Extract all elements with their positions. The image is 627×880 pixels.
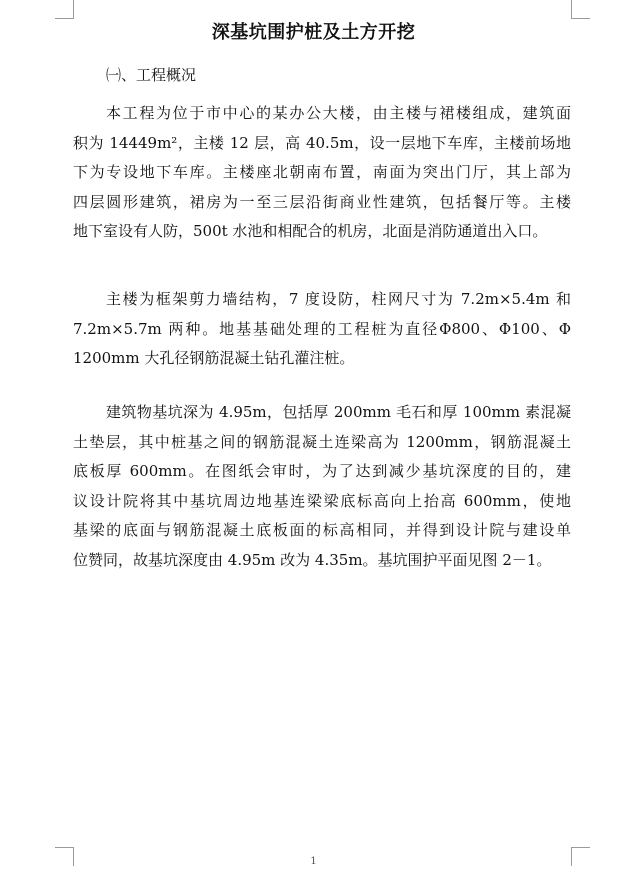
paragraph-line: 地下室设有人防，500t 水池和相配合的机房，北面是消防通道出入口。 <box>73 222 548 240</box>
paragraph-line: 土垫层，其中桩基之间的钢筋混凝土连梁高为 1200mm，钢筋混凝土 <box>73 432 571 451</box>
paragraph-1 <box>73 99 571 247</box>
paragraph-3 <box>73 398 571 575</box>
section-heading: ㈠、工程概况 <box>106 66 197 84</box>
paragraph-line: 底板厚 600mm。在图纸会审时，为了达到减少基坑深度的目的，建 <box>73 462 571 480</box>
paragraph-line: 7.2m×5.7m 两种。地基基础处理的工程桩为直径Φ800、Φ100、Φ <box>73 319 571 338</box>
paragraph-line: 下为专设地下车库。主楼座北朝南布置，南面为突出门厅，其上部为 <box>73 163 571 181</box>
crop-mark-top-left <box>55 0 74 19</box>
paragraph-line: 基梁的底面与钢筋混凝土底板面的标高相同，并得到设计院与建设单 <box>73 521 571 539</box>
paragraph-line: 建筑物基坑深为 4.95m，包括厚 200mm 毛石和厚 100mm 素混凝 <box>106 403 571 421</box>
paragraph-line: 积为 14449m²，主楼 12 层，高 40.5m，设一层地下车库，主楼前场地 <box>73 133 571 152</box>
paragraph-line: 四层圆形建筑，裙房为一至三层沿街商业性建筑，包括餐厅等。主楼 <box>73 192 571 211</box>
paragraph-line: 1200mm 大孔径钢筋混凝土钻孔灌注桩。 <box>73 349 355 367</box>
crop-mark-top-right <box>571 0 590 19</box>
document-title: 深基坑围护桩及土方开挖 <box>211 22 416 43</box>
paragraph-line: 议设计院将其中基坑周边地基连梁梁底标高向上抬高 600mm，使地 <box>73 491 571 510</box>
paragraph-line: 本工程为位于市中心的某办公大楼，由主楼与裙楼组成，建筑面 <box>106 104 571 122</box>
page-number: 1 <box>310 856 317 867</box>
paragraph-2 <box>73 285 571 374</box>
paragraph-line: 主楼为框架剪力墙结构，7 度设防，柱网尺寸为 7.2m×5.4m 和 <box>106 290 571 308</box>
paragraph-line: 位赞同，故基坑深度由 4.95m 改为 4.35m。基坑围护平面见图 2－1。 <box>73 550 552 569</box>
